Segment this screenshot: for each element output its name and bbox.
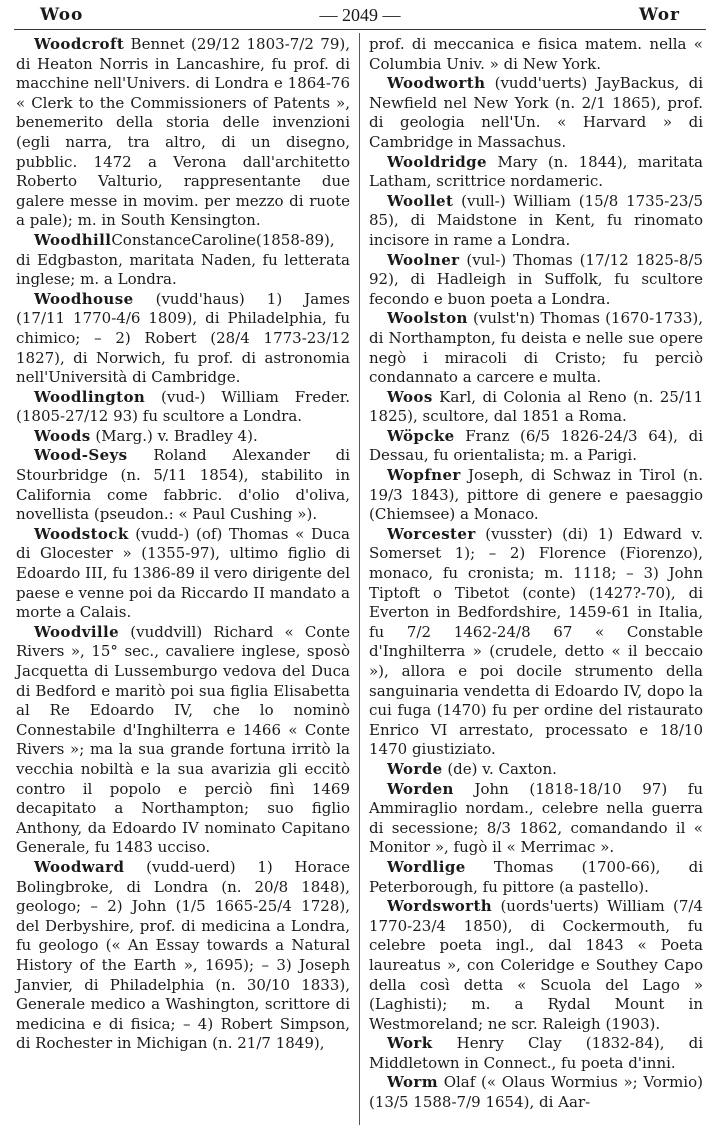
headword: Wöpcke	[387, 426, 455, 445]
headword: Woolner	[387, 250, 460, 269]
headword: Woodville	[34, 622, 120, 641]
column-divider	[359, 33, 360, 1125]
headword: Woolston	[387, 309, 468, 328]
headword: Woodcroft	[34, 35, 125, 53]
entry-woodhill	[16, 231, 350, 290]
entry-text: (vuddvill) Richard « Conte Rivers », 15° sec., cavaliere inglese, sposò Jacquetta di Lussemburgo vedova del Duca di Bedford e maritò poi sua figlia Elisabetta al Re Edoardo IV, che lo nominò Connestabile d'Inghilterra e 1466 « Conte Rivers »; ma la sua grande fortuna irritò la vecchia nobiltà e la sua avarizia gli eccitò contro il popolo e perciò finì 1469 decapitato a Northampton; suo figlio Anthony, da Edoardo IV nominato Capitano Generale, fu 1483 ucciso.	[16, 622, 350, 857]
headword: Woodhouse	[34, 289, 134, 308]
left-column	[16, 35, 350, 1054]
entry-wopcke	[369, 427, 703, 466]
entry-text: Olaf (« Olaus Wormius »; Vormio) (13/5 1588-7/9 1654), di Aar-	[369, 1073, 703, 1112]
headword: Woods	[34, 426, 91, 445]
entry-text: (de) v. Caxton.	[442, 759, 557, 778]
entry-text: (Marg.) v. Bradley 4).	[90, 426, 258, 445]
entry-text: Bennet (29/12 1803-7/2 79), di Heaton Norris in Lancashire, fu prof. di macchine nell'Univers. di Londra e 1864-76 « Clerk to the Commissioners of Patents », benemerito della storia delle invenzioni (egli narra, tra altro, di un disegno, pubblic. 1472 a Verona dall'architetto Roberto Valturio, rappresentante due galere messe in movim. per mezzo di ruote a pale); m. in South Kensington.	[16, 35, 350, 230]
entry-woolner	[369, 251, 703, 310]
right-column	[369, 35, 703, 1113]
headword: Woodlington	[34, 387, 146, 406]
entry-text: (vulst'n) Thomas (1670-1733), di Northampton, fu deista e nelle sue opere negò i miracoli di Cristo; fu perciò condannato a carcere e multa.	[369, 309, 703, 387]
entry-text: Karl, di Colonia al Reno (n. 25/11 1825), scultore, dal 1851 a Roma.	[369, 387, 703, 426]
entry-text: Mary (n. 1844), maritata Latham, scrittrice nordameric.	[369, 152, 703, 191]
entry-work	[369, 1034, 703, 1073]
entry-woodcroft	[16, 35, 350, 231]
entry-text: Joseph, di Schwaz in Tirol (n. 19/3 1843), pittore di genere e paesaggio (Chiemsee) a Monaco.	[369, 466, 703, 524]
entry-worcester	[369, 525, 703, 760]
entry-wordsworth	[369, 897, 703, 1034]
headword: Worde	[387, 759, 443, 778]
entry-text: Franz (6/5 1826-24/3 64), di Dessau, fu orientalista; m. a Parigi.	[369, 426, 703, 465]
headword: Work	[387, 1034, 433, 1053]
headword: Wopfner	[387, 466, 461, 485]
headword: Woodhill	[34, 230, 112, 249]
entry-text: (vudd'haus) 1) James (17/11 1770-4/6 1809), di Philadelphia, fu chimico; – 2) Robert (28/4 1773-23/12 1827), di Norwich, fu prof. di astronomia nell'Università di Cambridge.	[16, 289, 350, 387]
headword: Wordlige	[387, 857, 466, 876]
header-right-guideword: Wor	[638, 5, 680, 25]
headword: Wordsworth	[387, 897, 493, 916]
headword: Worcester	[387, 524, 476, 543]
entry-woodhouse	[16, 290, 350, 388]
entry-woolston	[369, 309, 703, 387]
headword: Worm	[387, 1073, 439, 1092]
entry-text: (vudd'uerts) JayBackus, di Newfield nel New York (n. 2/1 1865), prof. di geologia nell'Un. « Harvard » di Cambridge in Massachus.	[369, 74, 703, 151]
entry-text: (uords'uerts) William (7/4 1770-23/4 1850), di Cockermouth, fu celebre poeta ingl., dal 1843 « Poeta laureatus », con Coleridge e Southey Capo della così detta « Scuola del Lago » (Laghisti); m. a Rydal Mount in Westmoreland; ne scr. Raleigh (1903).	[369, 897, 703, 1033]
headword: Wooldridge	[387, 152, 487, 171]
entry-woods	[16, 427, 350, 447]
entry-text: (vusster) (di) 1) Edward v. Somerset 1); – 2) Florence (Fiorenzo), monaco, fu cronista; m. 1118; – 3) John Tiptoft o Tibetot (conte) (1427?-70), di Everton in Bedfordshire, 1459-61 in Italia, fu 7/2 1462-24/8 67 « Constable d'Inghilterra » (crudele, detto « il beccaio »), allora e poi docile strumento della sanguinaria vendetta di Edoardo IV, dopo la cui fuga (1470) fu per ordine del ristaurato Enrico VI arrestato, processato e 18/10 1470 giustiziato.	[369, 524, 703, 759]
entry-worde	[369, 760, 703, 780]
entry-woos	[369, 388, 703, 427]
headword: Wood-Seys	[34, 446, 128, 465]
entry-worden	[369, 780, 703, 858]
header-rule	[14, 29, 706, 30]
entry-text: John (1818-18/10 97) fu Ammiraglio nordam., celebre nella guerra di secessione; 8/3 1862, comandando il « Monitor », fugò il « Merrimac ».	[369, 779, 703, 857]
entry-woodward	[16, 858, 350, 1054]
entry-woodstock	[16, 525, 350, 623]
headword: Woodward	[34, 857, 125, 876]
entry-wooldridge	[369, 153, 703, 192]
page-header	[14, 2, 706, 30]
entry-text: (vull-) William (15/8 1735-23/5 85), di Maidstone in Kent, fu rinomato incisore in rame a Londra.	[369, 191, 703, 249]
headword: Woollet	[387, 191, 454, 210]
entry-text: Thomas (1700-66), di Peterborough, fu pittore (a pastello).	[369, 857, 703, 896]
entry-worm	[369, 1073, 703, 1112]
entry-woodworth	[369, 74, 703, 152]
headword: Woodstock	[34, 524, 129, 543]
entry-woodward-continued	[369, 35, 703, 74]
entry-text: ConstanceCaroline(1858-89), di Edgbaston, maritata Naden, fu letterata inglese; m. a Londra.	[16, 230, 350, 289]
entry-woodlington	[16, 388, 350, 427]
header-page-number: — 2049 —	[319, 5, 401, 25]
entry-woodville	[16, 623, 350, 858]
entry-wordlige	[369, 858, 703, 897]
entry-text: (vudd-uerd) 1) Horace Bolingbroke, di Londra (n. 20/8 1848), geologo; – 2) John (1/5 1665-25/4 1728), del Derbyshire, prof. di medicina a Londra, fu geologo (« An Essay towards a Natural History of the Earth », 1695); – 3) Joseph Janvier, di Philadelphia (n. 30/10 1833), Generale medico a Washington, scrittore di medicina e di fisica; – 4) Robert Simpson, di Rochester in Michigan (n. 21/7 1849),	[16, 857, 350, 1053]
entry-text: Roland Alexander di Stourbridge (n. 5/11 1854), stabilito in California come fabbric. d'olio d'oliva, novellista (pseudon.: « Paul Cushing »).	[16, 446, 350, 524]
entry-text: (vul-) Thomas (17/12 1825-8/5 92), di Hadleigh in Suffolk, fu scultore fecondo e buon poeta a Londra.	[369, 250, 703, 308]
entry-wopfner	[369, 466, 703, 525]
headword: Worden	[387, 779, 454, 798]
entry-text: (vudd-) (of) Thomas « Duca di Glocester » (1355-97), ultimo figlio di Edoardo III, fu 1386-89 il vero dirigente del paese e venne poi da Riccardo II mandato a morte a Calais.	[16, 524, 350, 622]
headword: Woos	[387, 387, 433, 406]
entry-woollet	[369, 192, 703, 251]
entry-text: (vud-) William Freder. (1805-27/12 93) fu scultore a Londra.	[16, 387, 350, 426]
entry-text: Henry Clay (1832-84), di Middletown in Connect., fu poeta d'inni.	[369, 1034, 703, 1072]
entry-text: prof. di meccanica e fisica matem. nella « Columbia Univ. » di New York.	[369, 35, 703, 73]
headword: Woodworth	[387, 74, 486, 93]
entry-wood-seys	[16, 446, 350, 524]
header-left-guideword: Woo	[40, 5, 84, 25]
